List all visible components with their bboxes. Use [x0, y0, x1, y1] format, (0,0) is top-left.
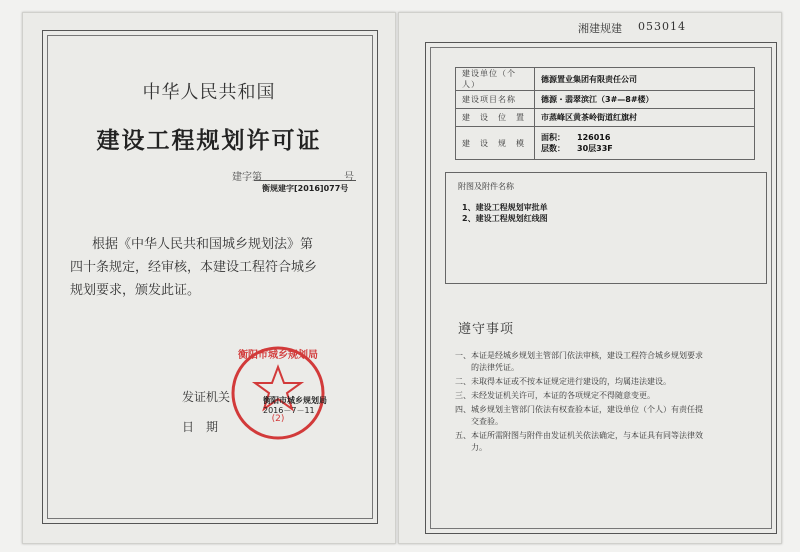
left-frame-inner: [47, 35, 373, 519]
serial-underline: [254, 180, 356, 181]
serial-number: 衡规建字[2016]077号: [262, 184, 349, 193]
issuer-value: 衡阳市城乡规划局: [263, 396, 327, 405]
notice-line: 三、未经发证机关许可，本证的各项规定不得随意变更。: [455, 391, 655, 400]
serial-prefix: 建字第: [232, 172, 262, 183]
notice-line: 五、本证所需附图与附件由发证机关依法确定，与本证具有同等法律效: [455, 431, 703, 440]
stamp-text: 衡阳市城乡规划局: [238, 350, 318, 361]
issuer-label: 发证机关: [182, 390, 231, 404]
permit-info-table: [455, 67, 755, 160]
serial-suffix: 号: [344, 172, 354, 183]
notice-line: 四、城乡规划主管部门依法有权查验本证，建设单位（个人）有责任提: [455, 405, 703, 414]
attachment-item: 2、建设工程规划红线图: [462, 214, 548, 223]
notice-title: 遵守事项: [458, 322, 515, 337]
doc-ref-prefix: 湘建规建: [578, 22, 622, 35]
attachment-item: 1、建设工程规划审批单: [462, 203, 548, 212]
scale-floors: 层数： 30层33F: [541, 144, 613, 153]
attachments-title: 附图及附件名称: [458, 182, 514, 191]
notice-line: 力。: [455, 443, 487, 452]
notice-line: 交查验。: [455, 417, 503, 426]
table-value: [535, 127, 755, 160]
doc-ref-number: 053014: [638, 20, 686, 33]
table-value: 市蒸峰区黄茶岭街道红旗村: [535, 109, 755, 127]
date-value: 2016－7－11: [263, 406, 315, 415]
certificate-title: 建设工程规划许可证: [96, 128, 322, 154]
table-label: 建 设 规 模: [456, 127, 535, 160]
table-label: 建设单位（个人）: [456, 68, 535, 91]
stamp-number: (2): [271, 414, 285, 424]
table-value: 德源置业集团有限责任公司: [535, 68, 755, 91]
notice-line: 二、未取得本证或不按本证规定进行建设的，均属违法建设。: [455, 377, 671, 386]
table-label: 建设项目名称: [456, 91, 535, 109]
body-line-1: 根据《中华人民共和国城乡规划法》第: [92, 237, 314, 252]
body-line-2: 四十条规定，经审核，本建设工程符合城乡: [70, 260, 318, 275]
table-value: 德源・翡翠滨江（3#—8#楼）: [535, 91, 755, 109]
table-label: 建 设 位 置: [456, 109, 535, 127]
table-row: [456, 109, 755, 127]
date-label: 日 期: [182, 420, 219, 434]
table-row: [456, 91, 755, 109]
notice-line: 一、本证是经城乡规划主管部门依法审核，建设工程符合城乡规划要求: [455, 351, 703, 360]
table-row: [456, 127, 755, 160]
table-row: [456, 68, 755, 91]
country-name: 中华人民共和国: [142, 82, 276, 103]
scale-area: 面积： 126016: [541, 133, 611, 142]
body-line-3: 规划要求，颁发此证。: [70, 283, 201, 298]
notice-line: 的法律凭证。: [455, 363, 519, 372]
